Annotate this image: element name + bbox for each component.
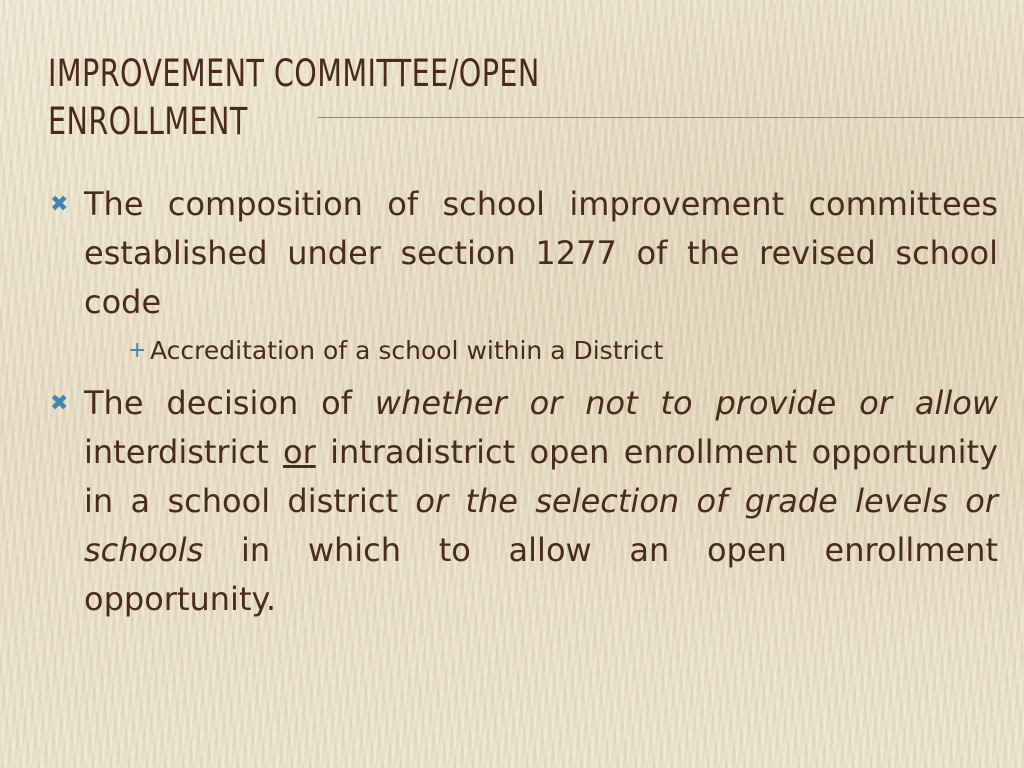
bullet-text-part: in which to allow an open enrollment opportunity. [84, 531, 998, 618]
bullet-item-composition [50, 180, 998, 327]
slide-title [48, 50, 808, 146]
title-line-2: ENROLLMENT [48, 100, 248, 143]
plus-icon: + [128, 338, 147, 363]
title-line-1: IMPROVEMENT COMMITTEE/OPEN [48, 52, 540, 95]
bullet-text-emphasis: or the selection of grade levels or schools [84, 482, 998, 569]
bullet-text-part: intradistrict open enrollment opportunity in a school district [84, 433, 999, 520]
slide-content [50, 180, 998, 624]
bullet-text-part: interdistrict [84, 433, 283, 471]
sub-bullet-text: Accreditation of a school within a District [150, 336, 664, 365]
x-mark-icon: ✖ [50, 391, 69, 416]
bullet-text: The composition of school improvement committees established under section 1277 of the revised school code [84, 185, 998, 321]
x-mark-icon: ✖ [50, 192, 69, 217]
title-divider [318, 117, 1024, 118]
bullet-item-decision [50, 379, 998, 624]
bullet-text-emphasis: whether or not to provide or allow [374, 384, 999, 422]
sub-bullet-item-accreditation [128, 331, 998, 371]
bullet-text-part: The decision of [84, 384, 375, 422]
bullet-text-underlined: or [282, 433, 316, 471]
